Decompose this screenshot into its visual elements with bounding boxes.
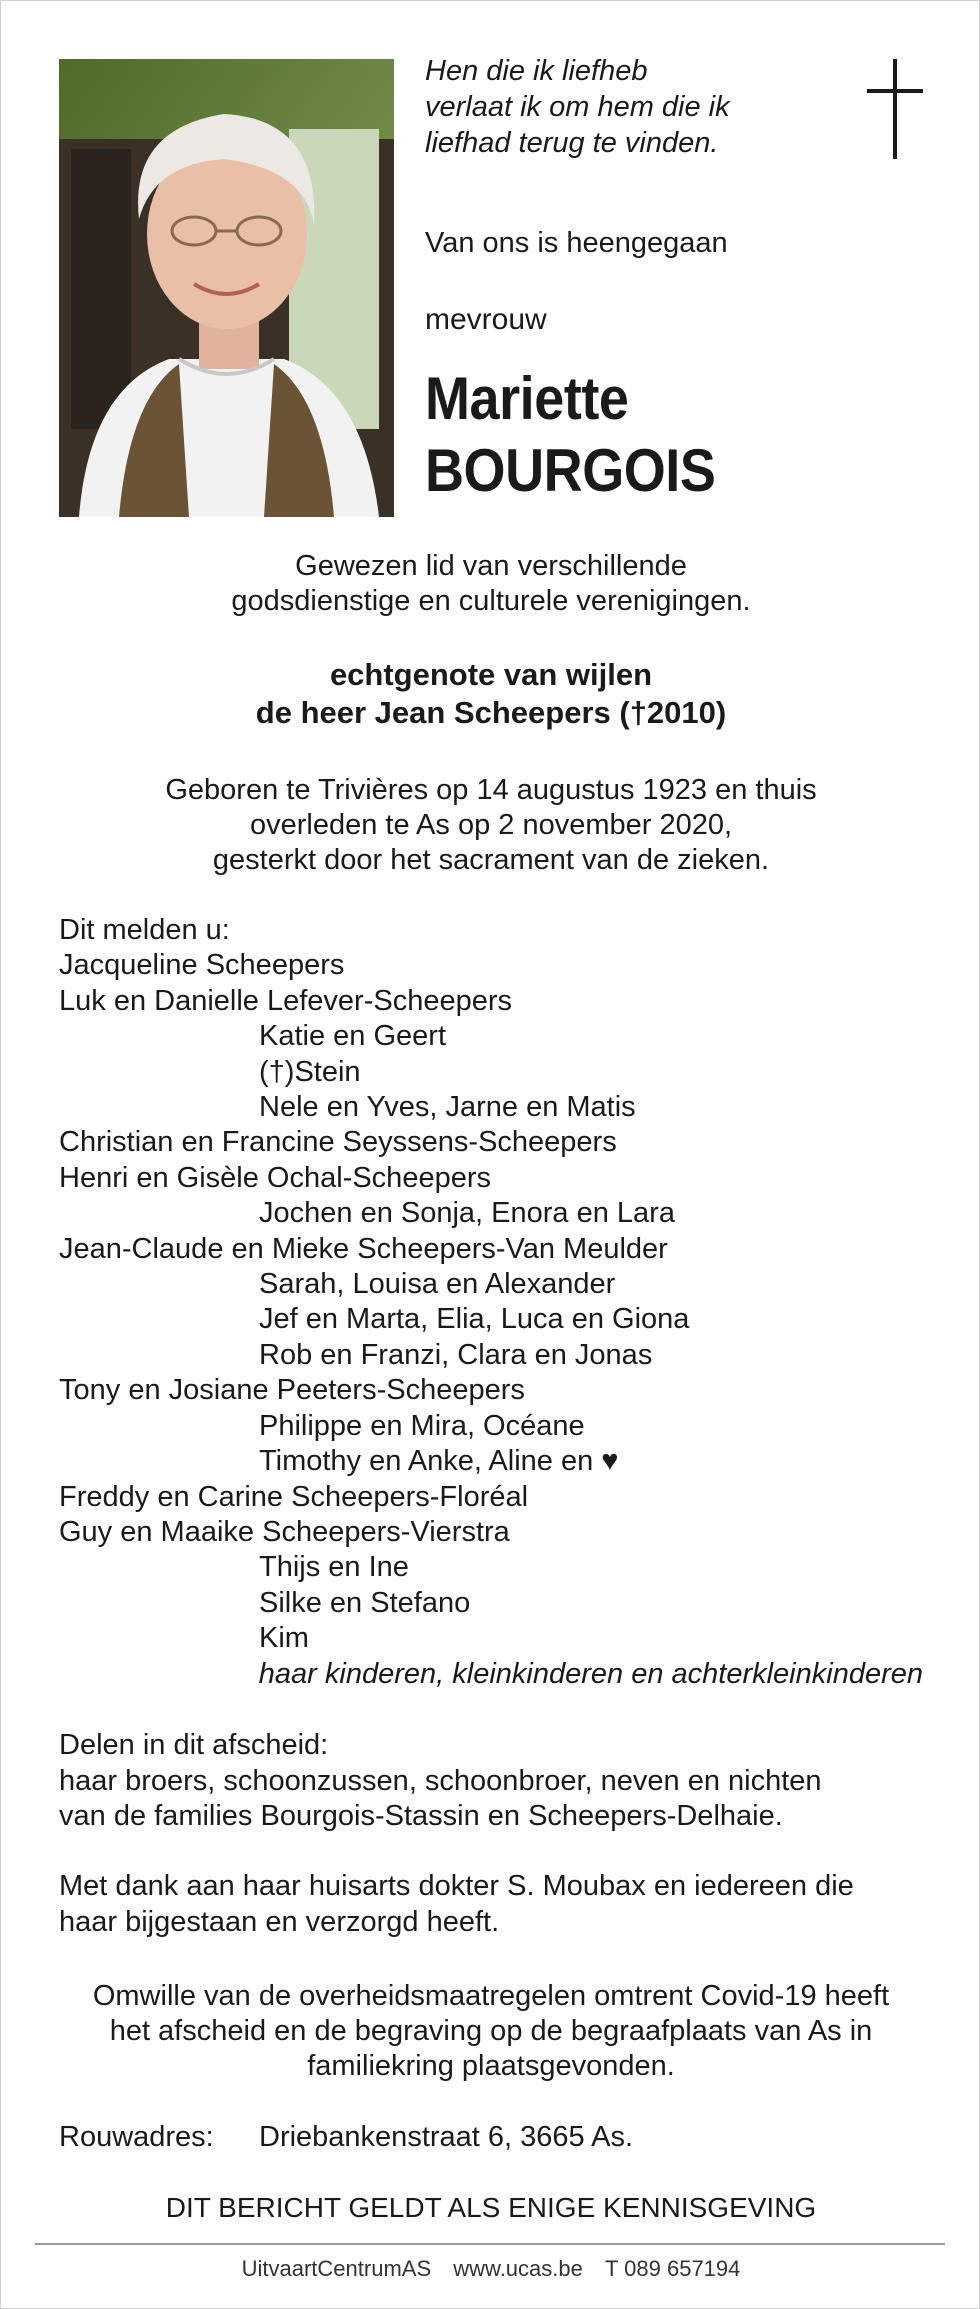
spouse-info	[41, 656, 941, 732]
address-value: Driebankenstraat 6, 3665 As.	[259, 2121, 634, 2153]
family-member-grandchild: Thijs en Ine	[259, 1551, 409, 1584]
family-member: Jean-Claude en Mieke Scheepers-Van Meulder	[59, 1232, 668, 1265]
life-dates	[41, 773, 941, 878]
family-member-grandchild: Philippe en Mira, Océane	[259, 1409, 585, 1442]
family-closing: haar kinderen, kleinkinderen en achterkleinkinderen	[258, 1657, 923, 1690]
family-heading: Dit melden u:	[59, 914, 230, 946]
covid-line: familiekring plaatsgevonden.	[307, 2050, 675, 2082]
family-member: Guy en Maaike Scheepers-Vierstra	[59, 1515, 510, 1548]
poem-line: Hen die ik liefheb	[425, 55, 648, 87]
covid-line: het afscheid en de begraving op de begraafplaats van As in	[109, 2015, 873, 2047]
family-member-grandchild: Katie en Geert	[259, 1020, 446, 1053]
family-member-grandchild: Timothy en Anke, Aline en ♥	[259, 1445, 619, 1478]
family-member-grandchild: Jochen en Sonja, Enora en Lara	[259, 1197, 675, 1230]
family-member-grandchild: Nele en Yves, Jarne en Matis	[259, 1091, 636, 1124]
portrait-illustration	[59, 59, 394, 517]
notice-text: DIT BERICHT GELDT ALS ENIGE KENNISGEVING	[165, 2192, 817, 2223]
family-member-grandchild: Silke en Stefano	[259, 1586, 471, 1619]
poem-line: liefhad terug te vinden.	[425, 127, 719, 159]
family-member-grandchild: Rob en Franzi, Clara en Jonas	[259, 1338, 653, 1371]
spouse-line: echtgenote van wijlen	[329, 657, 653, 692]
life-line: Geboren te Trivières op 14 augustus 1923 en thuis	[165, 774, 817, 806]
honorific: mevrouw	[425, 303, 547, 336]
cross-icon	[867, 59, 923, 159]
portrait-photo	[59, 59, 394, 517]
description	[41, 549, 941, 619]
spouse-line: de heer Jean Scheepers (†2010)	[255, 695, 727, 730]
divider	[35, 2243, 945, 2245]
last-name: BOURGOIS	[425, 437, 716, 504]
life-line: overleden te As op 2 november 2020,	[249, 809, 733, 841]
first-name: Mariette	[425, 365, 629, 432]
family-member: Henri en Gisèle Ochal-Scheepers	[59, 1161, 491, 1194]
address-label: Rouwadres:	[59, 2121, 214, 2153]
share-line: van de families Bourgois-Stassin en Scheepers-Delhaie.	[59, 1800, 783, 1832]
footer-phone: T 089 657194	[605, 2256, 741, 2281]
family-member: Jacqueline Scheepers	[59, 949, 345, 982]
family-member-grandchild: Sarah, Louisa en Alexander	[259, 1268, 616, 1301]
share-line: haar broers, schoonzussen, schoonbroer, neven en nichten	[59, 1764, 822, 1797]
poem	[425, 53, 825, 161]
family-lines	[59, 948, 939, 1656]
family-member: Christian en Francine Seyssens-Scheepers	[59, 1126, 617, 1159]
life-line: gesterkt door het sacrament van de zieken.	[212, 844, 770, 876]
thanks-section	[59, 1869, 939, 1940]
footer	[41, 2256, 941, 2282]
description-line: godsdienstige en culturele verenigingen.	[231, 585, 751, 617]
family-list	[59, 913, 939, 1692]
footer-website[interactable]: www.ucas.be	[453, 2256, 583, 2281]
footer-company: UitvaartCentrumAS	[241, 2256, 432, 2281]
thanks-line: haar bijgestaan en verzorgd heeft.	[59, 1905, 500, 1938]
family-member-grandchild: (†)Stein	[259, 1055, 361, 1088]
covid-section	[41, 1979, 941, 2084]
deceased-name	[425, 363, 715, 507]
covid-line: Omwille van de overheidsmaatregelen omtrent Covid-19 heeft	[92, 1980, 890, 2012]
share-section	[59, 1728, 939, 1835]
mourning-address	[59, 2119, 633, 2155]
poem-line: verlaat ik om hem die ik	[425, 91, 730, 123]
intro-text: Van ons is heengegaan	[425, 227, 728, 259]
family-member: Luk en Danielle Lefever-Scheepers	[59, 984, 512, 1017]
description-line: Gewezen lid van verschillende	[295, 550, 687, 582]
family-member-grandchild: Kim	[259, 1622, 309, 1655]
family-member: Freddy en Carine Scheepers-Floréal	[59, 1480, 529, 1513]
thanks-line: Met dank aan haar huisarts dokter S. Moubax en iedereen die	[59, 1870, 854, 1902]
family-member-grandchild: Jef en Marta, Elia, Luca en Giona	[259, 1303, 690, 1336]
family-member: Tony en Josiane Peeters-Scheepers	[59, 1374, 525, 1407]
share-line: Delen in dit afscheid:	[59, 1729, 329, 1761]
